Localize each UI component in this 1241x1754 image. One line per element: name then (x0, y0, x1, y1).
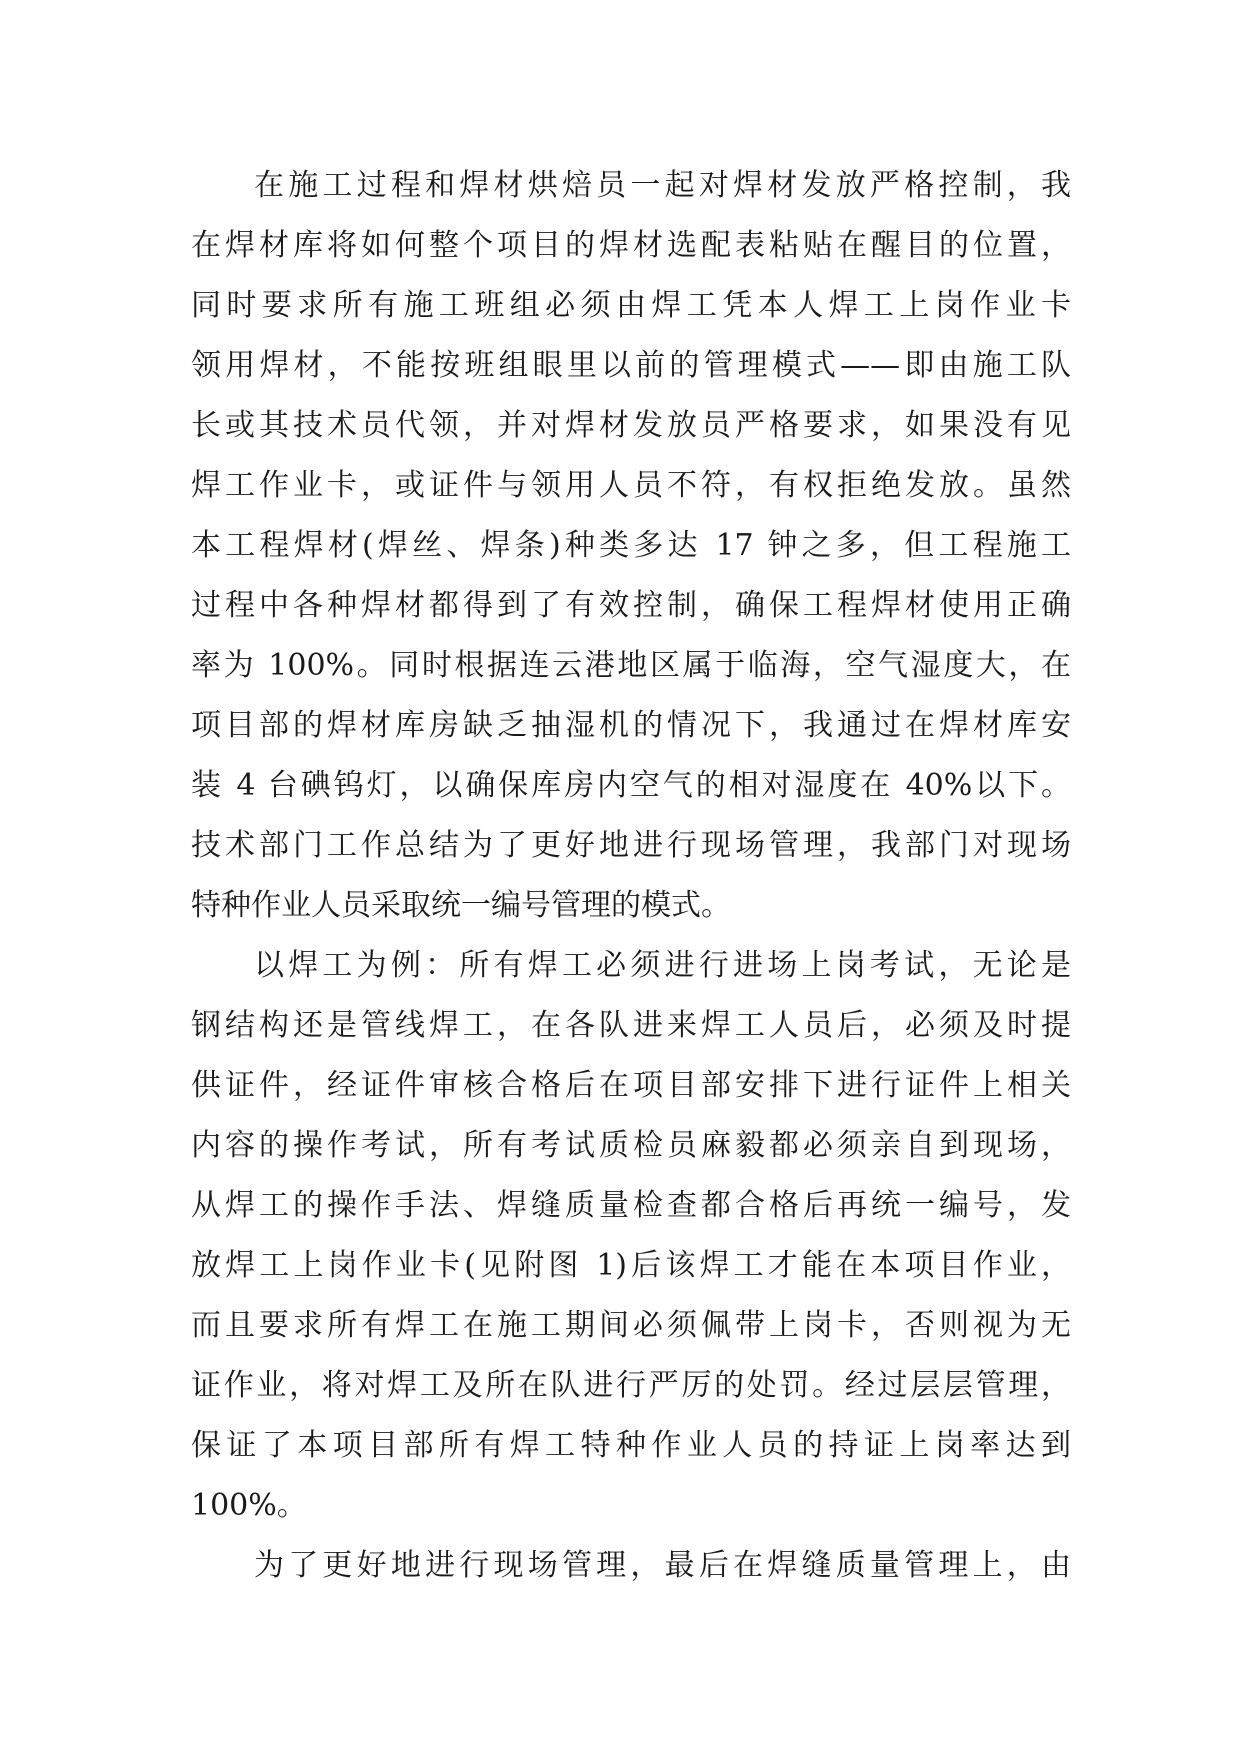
paragraph-1-line-5: 长或其技术员代领，并对焊材发放员严格要求，如果没有见 (191, 408, 1071, 443)
paragraph-2-line-7: 而且要求所有焊工在施工期间必须佩带上岗卡，否则视为无 (191, 1308, 1071, 1343)
paragraph-1-line-13: 特种作业人员采取统一编号管理的模式。 (191, 888, 731, 923)
paragraph-2-line-9: 保证了本项目部所有焊工特种作业人员的持证上岗率达到 (191, 1428, 1071, 1463)
paragraph-1-line-6: 焊工作业卡，或证件与领用人员不符，有权拒绝发放。虽然 (191, 468, 1071, 503)
paragraph-3-line-1: 为了更好地进行现场管理，最后在焊缝质量管理上，由 (254, 1548, 1071, 1583)
paragraph-1-line-11: 装 4 台碘钨灯，以确保库房内空气的相对湿度在 40%以下。 (191, 768, 1071, 803)
paragraph-1-line-1: 在施工过程和焊材烘焙员一起对焊材发放严格控制，我 (254, 168, 1071, 203)
paragraph-1-line-9: 率为 100%。同时根据连云港地区属于临海，空气湿度大，在 (191, 648, 1071, 683)
paragraph-2-line-1: 以焊工为例：所有焊工必须进行进场上岗考试，无论是 (254, 948, 1071, 983)
paragraph-2-line-5: 从焊工的操作手法、焊缝质量检查都合格后再统一编号，发 (191, 1188, 1071, 1223)
paragraph-1-line-2: 在焊材库将如何整个项目的焊材选配表粘贴在醒目的位置， (191, 228, 1071, 263)
paragraph-2-line-10: 100%。 (191, 1488, 307, 1523)
paragraph-1-line-4: 领用焊材，不能按班组眼里以前的管理模式——即由施工队 (191, 348, 1071, 383)
paragraph-2-line-2: 钢结构还是管线焊工，在各队进来焊工人员后，必须及时提 (191, 1008, 1071, 1043)
paragraph-2-line-4: 内容的操作考试，所有考试质检员麻毅都必须亲自到现场， (191, 1128, 1071, 1163)
paragraph-2-line-6: 放焊工上岗作业卡(见附图 1)后该焊工才能在本项目作业， (191, 1248, 1071, 1283)
paragraph-2-line-8: 证作业，将对焊工及所在队进行严厉的处罚。经过层层管理， (191, 1368, 1071, 1403)
paragraph-1-line-3: 同时要求所有施工班组必须由焊工凭本人焊工上岗作业卡 (191, 288, 1071, 323)
paragraph-1-line-12: 技术部门工作总结为了更好地进行现场管理，我部门对现场 (191, 828, 1071, 863)
paragraph-1-line-10: 项目部的焊材库房缺乏抽湿机的情况下，我通过在焊材库安 (191, 708, 1071, 743)
paragraph-2-line-3: 供证件，经证件审核合格后在项目部安排下进行证件上相关 (191, 1068, 1071, 1103)
paragraph-1-line-7: 本工程焊材(焊丝、焊条)种类多达 17 钟之多，但工程施工 (191, 528, 1071, 563)
paragraph-1-line-8: 过程中各种焊材都得到了有效控制，确保工程焊材使用正确 (191, 588, 1071, 623)
